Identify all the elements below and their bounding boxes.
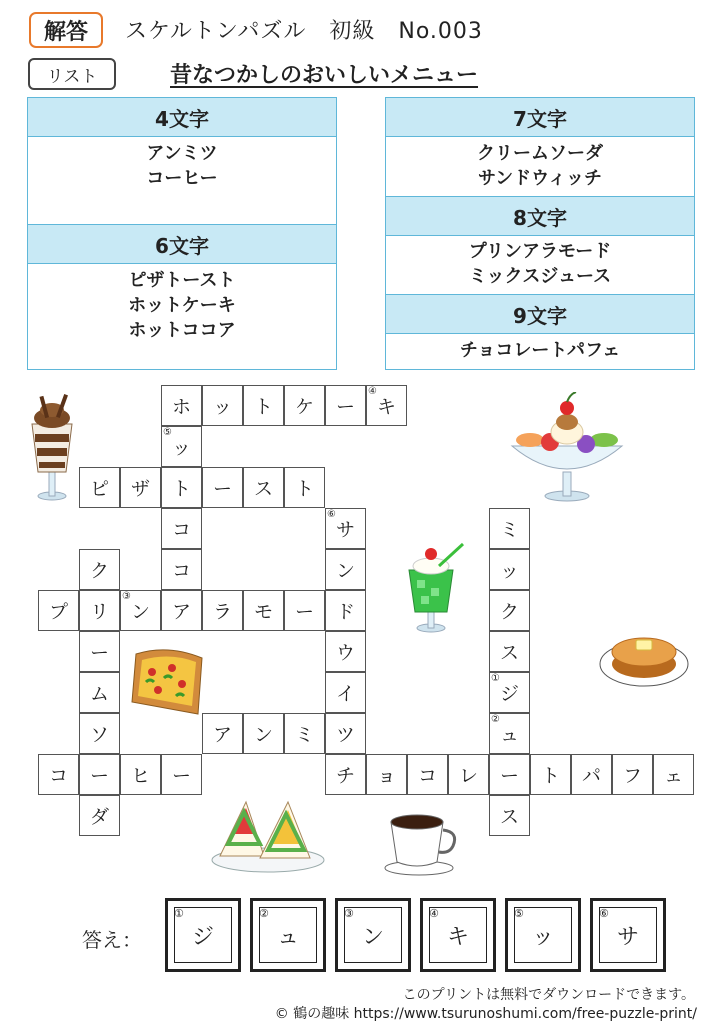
coffee-cup-icon	[383, 808, 461, 876]
word-item: サンドウィッチ	[477, 168, 603, 189]
grid-cell[interactable]	[653, 754, 694, 795]
category-header-8: 8文字	[386, 196, 694, 236]
cell-clue-number: ②	[491, 714, 500, 725]
word-item: ミックスジュース	[468, 266, 612, 287]
grid-cell[interactable]	[366, 754, 407, 795]
cell-letter: パ	[581, 765, 601, 787]
cell-letter: ー	[212, 478, 232, 500]
cell-letter: ス	[253, 478, 273, 500]
grid-cell[interactable]	[161, 426, 202, 467]
word-group-7	[386, 141, 694, 191]
answer-box[interactable]	[335, 898, 411, 972]
grid-cell[interactable]	[448, 754, 489, 795]
word-list-left	[27, 97, 337, 370]
word-group-6	[28, 268, 336, 343]
cell-letter: サ	[335, 519, 355, 541]
grid-cell[interactable]	[243, 467, 284, 508]
word-item: ホットケーキ	[128, 295, 236, 316]
grid-cell[interactable]	[489, 549, 530, 590]
grid-cell[interactable]	[38, 754, 79, 795]
answer-box[interactable]	[250, 898, 326, 972]
grid-cell[interactable]	[161, 590, 202, 631]
grid-cell[interactable]	[79, 631, 120, 672]
answer-number: ④	[429, 907, 439, 920]
cell-clue-number: ⑤	[163, 427, 172, 438]
cell-letter: ト	[294, 478, 314, 500]
cell-letter: ソ	[89, 724, 109, 746]
cell-letter: ン	[253, 724, 273, 746]
answer-number: ②	[259, 907, 269, 920]
cell-letter: キ	[376, 396, 396, 418]
cell-letter: ム	[89, 683, 109, 705]
grid-cell[interactable]	[325, 631, 366, 672]
answer-number: ①	[174, 907, 184, 920]
cell-letter: ー	[171, 765, 191, 787]
grid-cell[interactable]	[79, 795, 120, 836]
answer-letter: キ	[446, 924, 469, 950]
cell-letter: ア	[212, 724, 232, 746]
cell-letter: ー	[89, 765, 109, 787]
category-header-6: 6文字	[28, 224, 336, 264]
cell-letter: ン	[130, 601, 150, 623]
grid-cell[interactable]	[325, 549, 366, 590]
grid-cell[interactable]	[489, 754, 530, 795]
cell-letter: ッ	[499, 560, 519, 582]
cell-letter: ダ	[89, 806, 109, 828]
grid-cell[interactable]	[243, 385, 284, 426]
grid-cell[interactable]	[325, 713, 366, 754]
answer-box[interactable]	[165, 898, 241, 972]
cell-letter: ホ	[171, 396, 191, 418]
grid-cell[interactable]	[489, 795, 530, 836]
grid-cell[interactable]	[202, 713, 243, 754]
answer-letter: ン	[361, 924, 384, 950]
grid-cell[interactable]	[325, 508, 366, 549]
grid-cell[interactable]	[161, 549, 202, 590]
cell-letter: ジ	[499, 683, 519, 705]
footer-note: このプリントは無料でダウンロードできます。	[402, 987, 695, 1003]
cell-letter: ー	[335, 396, 355, 418]
grid-cell[interactable]	[407, 754, 448, 795]
grid-cell[interactable]	[243, 713, 284, 754]
cell-letter: イ	[335, 683, 355, 705]
grid-cell[interactable]	[79, 713, 120, 754]
grid-cell[interactable]	[489, 672, 530, 713]
answer-number: ⑥	[599, 907, 609, 920]
grid-cell[interactable]	[79, 754, 120, 795]
word-list-right	[385, 97, 695, 370]
melon-soda-icon	[403, 540, 465, 634]
grid-cell[interactable]	[161, 385, 202, 426]
grid-cell[interactable]	[120, 590, 161, 631]
cell-letter: レ	[458, 765, 478, 787]
cell-letter: ミ	[499, 519, 519, 541]
word-item: ピザトースト	[128, 270, 236, 291]
answer-box[interactable]	[420, 898, 496, 972]
cell-letter: コ	[171, 560, 191, 582]
cell-letter: ョ	[376, 765, 396, 787]
cell-clue-number: ①	[491, 673, 500, 684]
grid-cell[interactable]	[284, 385, 325, 426]
word-item: プリンアラモード	[468, 241, 612, 262]
cell-letter: ザ	[130, 478, 150, 500]
word-item: コーヒー	[146, 168, 218, 189]
grid-cell[interactable]	[489, 508, 530, 549]
cell-clue-number: ③	[122, 591, 131, 602]
cell-letter: チ	[335, 765, 355, 787]
cell-letter: ツ	[335, 724, 355, 746]
grid-cell[interactable]	[79, 549, 120, 590]
grid-cell[interactable]	[284, 467, 325, 508]
pizza-toast-icon	[128, 642, 212, 720]
cell-letter: ピ	[89, 478, 109, 500]
cell-clue-number: ⑥	[327, 509, 336, 520]
grid-cell[interactable]	[571, 754, 612, 795]
answer-letter: ッ	[531, 924, 554, 950]
cell-letter: ク	[499, 601, 519, 623]
cell-letter: ト	[171, 478, 191, 500]
grid-cell[interactable]	[202, 467, 243, 508]
grid-cell[interactable]	[325, 672, 366, 713]
grid-cell[interactable]	[489, 631, 530, 672]
cell-letter: ミ	[294, 724, 314, 746]
grid-cell[interactable]	[161, 508, 202, 549]
answer-letter: サ	[616, 924, 639, 950]
grid-cell[interactable]	[243, 590, 284, 631]
category-header-7: 7文字	[386, 98, 694, 137]
cell-letter: ー	[294, 601, 314, 623]
chocolate-parfait-icon	[22, 390, 82, 502]
grid-cell[interactable]	[202, 590, 243, 631]
grid-cell[interactable]	[489, 590, 530, 631]
cell-letter: リ	[89, 601, 109, 623]
grid-cell[interactable]	[120, 754, 161, 795]
grid-cell[interactable]	[530, 754, 571, 795]
grid-cell[interactable]	[79, 467, 120, 508]
grid-cell[interactable]	[79, 590, 120, 631]
grid-cell[interactable]	[612, 754, 653, 795]
cell-letter: ュ	[499, 724, 519, 746]
category-header-4: 4文字	[28, 98, 336, 137]
cell-letter: ッ	[212, 396, 232, 418]
answer-letter: ュ	[276, 924, 299, 950]
cell-letter: ー	[499, 765, 519, 787]
word-item: アンミツ	[146, 143, 218, 164]
answer-number: ⑤	[514, 907, 524, 920]
cell-letter: ウ	[335, 642, 355, 664]
grid-cell[interactable]	[284, 590, 325, 631]
cell-letter: ッ	[171, 437, 191, 459]
cell-letter: ス	[499, 642, 519, 664]
grid-cell[interactable]	[202, 385, 243, 426]
grid-cell[interactable]	[161, 754, 202, 795]
cell-letter: ェ	[663, 765, 683, 787]
word-group-4	[28, 141, 336, 191]
sandwich-icon	[210, 794, 326, 874]
cell-clue-number: ④	[368, 386, 377, 397]
answer-label: 答え：	[82, 928, 142, 952]
answer-badge: 解答	[29, 12, 103, 48]
pancake-icon	[598, 622, 690, 690]
grid-cell[interactable]	[120, 467, 161, 508]
cell-letter: ト	[253, 396, 273, 418]
cell-letter: フ	[622, 765, 642, 787]
cell-letter: ラ	[212, 601, 232, 623]
page-title: スケルトンパズル 初級 No.003	[125, 19, 483, 44]
cell-letter: ア	[171, 601, 191, 623]
footer-copyright: © 鶴の趣味 https://www.tsurunoshumi.com/free-puzzle-print/	[274, 1006, 697, 1022]
cell-letter: プ	[48, 601, 68, 623]
word-group-8	[386, 239, 694, 289]
grid-cell[interactable]	[38, 590, 79, 631]
answer-number: ③	[344, 907, 354, 920]
word-item: チョコレートパフェ	[459, 340, 621, 361]
cell-letter: ス	[499, 806, 519, 828]
cell-letter: モ	[253, 601, 273, 623]
category-header-9: 9文字	[386, 294, 694, 334]
grid-cell[interactable]	[366, 385, 407, 426]
cell-letter: ク	[89, 560, 109, 582]
cell-letter: コ	[417, 765, 437, 787]
grid-cell[interactable]	[284, 713, 325, 754]
cell-letter: コ	[48, 765, 68, 787]
cell-letter: ヒ	[130, 765, 150, 787]
answer-box[interactable]	[505, 898, 581, 972]
grid-cell[interactable]	[79, 672, 120, 713]
cell-letter: ー	[89, 642, 109, 664]
cell-letter: コ	[171, 519, 191, 541]
answer-box[interactable]	[590, 898, 666, 972]
grid-cell[interactable]	[325, 385, 366, 426]
grid-cell[interactable]	[325, 754, 366, 795]
grid-cell[interactable]	[489, 713, 530, 754]
cell-letter: ト	[540, 765, 560, 787]
puzzle-subtitle: 昔なつかしのおいしいメニュー	[170, 63, 479, 88]
word-item: クリームソーダ	[477, 143, 603, 164]
fruit-parfait-icon	[508, 392, 626, 502]
cell-letter: ン	[335, 560, 355, 582]
word-group-9	[386, 338, 694, 363]
answer-letter: ジ	[191, 924, 214, 950]
word-item: ホットココア	[128, 320, 236, 341]
cell-letter: ド	[335, 601, 355, 623]
grid-cell[interactable]	[325, 590, 366, 631]
grid-cell[interactable]	[161, 467, 202, 508]
list-badge: リスト	[28, 58, 116, 90]
cell-letter: ケ	[294, 396, 314, 418]
